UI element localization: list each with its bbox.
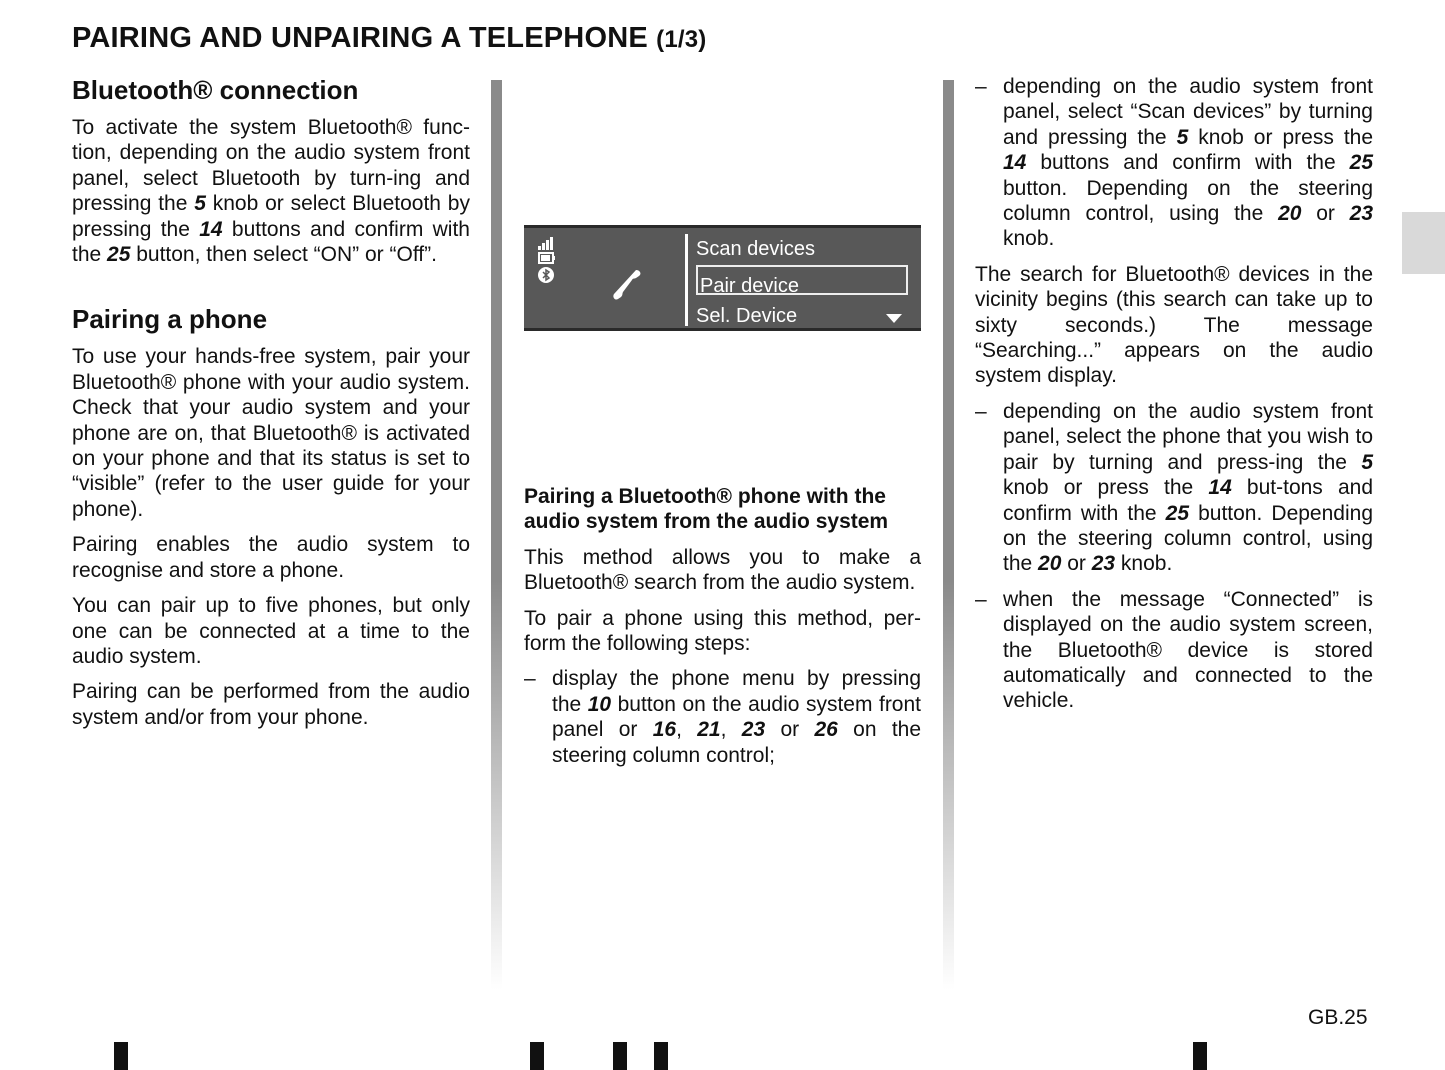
paragraph-pairing-limit: You can pair up to five phones, but only one can be connected at a time to the audio system. (72, 594, 470, 668)
paragraph-pairing-recognise: Pairing enables the audio system to recognise and store a phone. (72, 533, 470, 582)
paragraph-pairing-methods: Pairing can be performed from the audio system and/or from your phone. (72, 680, 470, 729)
paragraph-bluetooth-activation: To activate the system Bluetooth® func-tion, depending on the audio system front panel, select Bluetooth by turn-ing and pressing the 5 knob or select Bluetooth by pressing the 14 buttons and confirm with the 25 button, then select “ON” or “Off”. (72, 116, 470, 267)
list-item: – depending on the audio system front panel, select the phone that you wish to pair by turning and press-ing the 5 knob or press the 14 but-tons and confirm with the 25 button. Depending on the steering column control, using the 20 or 23 knob. (975, 399, 1373, 577)
heading-pairing-a-phone: Pairing a phone (72, 304, 268, 335)
scroll-down-arrow-icon (886, 314, 902, 323)
section-tab-marker (1402, 212, 1445, 274)
column-left (72, 74, 470, 740)
paragraph-method-description: This method allows you to make a Bluetooth® search from the audio system. (524, 545, 921, 595)
menu-item-pair-device[interactable]: Pair device (696, 265, 908, 295)
battery-icon (538, 251, 556, 265)
steps-list-right-b (975, 399, 1373, 714)
page-title-text: PAIRING AND UNPAIRING A TELEPHONE (72, 22, 648, 54)
list-item: – depending on the audio system front panel, select “Scan devices” by turning and pressing the 5 knob or press the 14 buttons and confirm with the 25 button. Depending on the steering column control, using the 20 or 23 knob. (975, 74, 1373, 252)
column-divider-left (491, 80, 502, 990)
page-number: GB.25 (1308, 1006, 1368, 1029)
paragraph-pairing-intro: To use your hands-free system, pair your Bluetooth® phone with your audio system. Check that your audio system and your phone are on, that Bluetooth® is activated on your phone and that its status is set to “visible” (refer to the user guide for your phone). (72, 345, 470, 521)
screen-separator (685, 234, 688, 326)
page-title (72, 22, 707, 55)
crop-mark (613, 1042, 627, 1070)
menu-item-select-device[interactable]: Sel. Device (696, 305, 798, 327)
list-item: – display the phone menu by pressing the 10 button on the audio system front panel or 16, 21, 23 or 26 on the steering column control; (524, 666, 921, 768)
paragraph-steps-intro: To pair a phone using this method, per-form the following steps: (524, 606, 921, 656)
subheading-pairing-from-audio: Pairing a Bluetooth® phone with the audio system from the audio system (524, 485, 889, 534)
page-part-indicator: (1/3) (656, 26, 707, 53)
column-divider-right (943, 80, 954, 990)
crop-mark (1193, 1042, 1207, 1070)
list-item: – when the message “Connected” is displayed on the audio system screen, the Bluetooth® device is stored automatically and connected to the vehicle. (975, 587, 1373, 714)
signal-icon (538, 236, 556, 250)
steps-list-middle (524, 666, 921, 768)
heading-bluetooth-connection: Bluetooth® connection (72, 75, 359, 105)
column-middle (524, 484, 921, 778)
phone-handset-icon (610, 266, 646, 302)
bluetooth-icon (538, 267, 554, 283)
audio-display-screen (524, 225, 921, 331)
crop-mark (114, 1042, 128, 1070)
menu-item-scan-devices[interactable]: Scan devices (696, 238, 815, 260)
crop-mark (654, 1042, 668, 1070)
steps-list-right-a (975, 74, 1373, 252)
crop-mark (530, 1042, 544, 1070)
paragraph-search-begins: The search for Bluetooth® devices in the vicinity begins (this search can take up to sixty seconds.) The message “Searching...” appears on the audio system display. (975, 262, 1373, 388)
column-right (975, 74, 1373, 724)
